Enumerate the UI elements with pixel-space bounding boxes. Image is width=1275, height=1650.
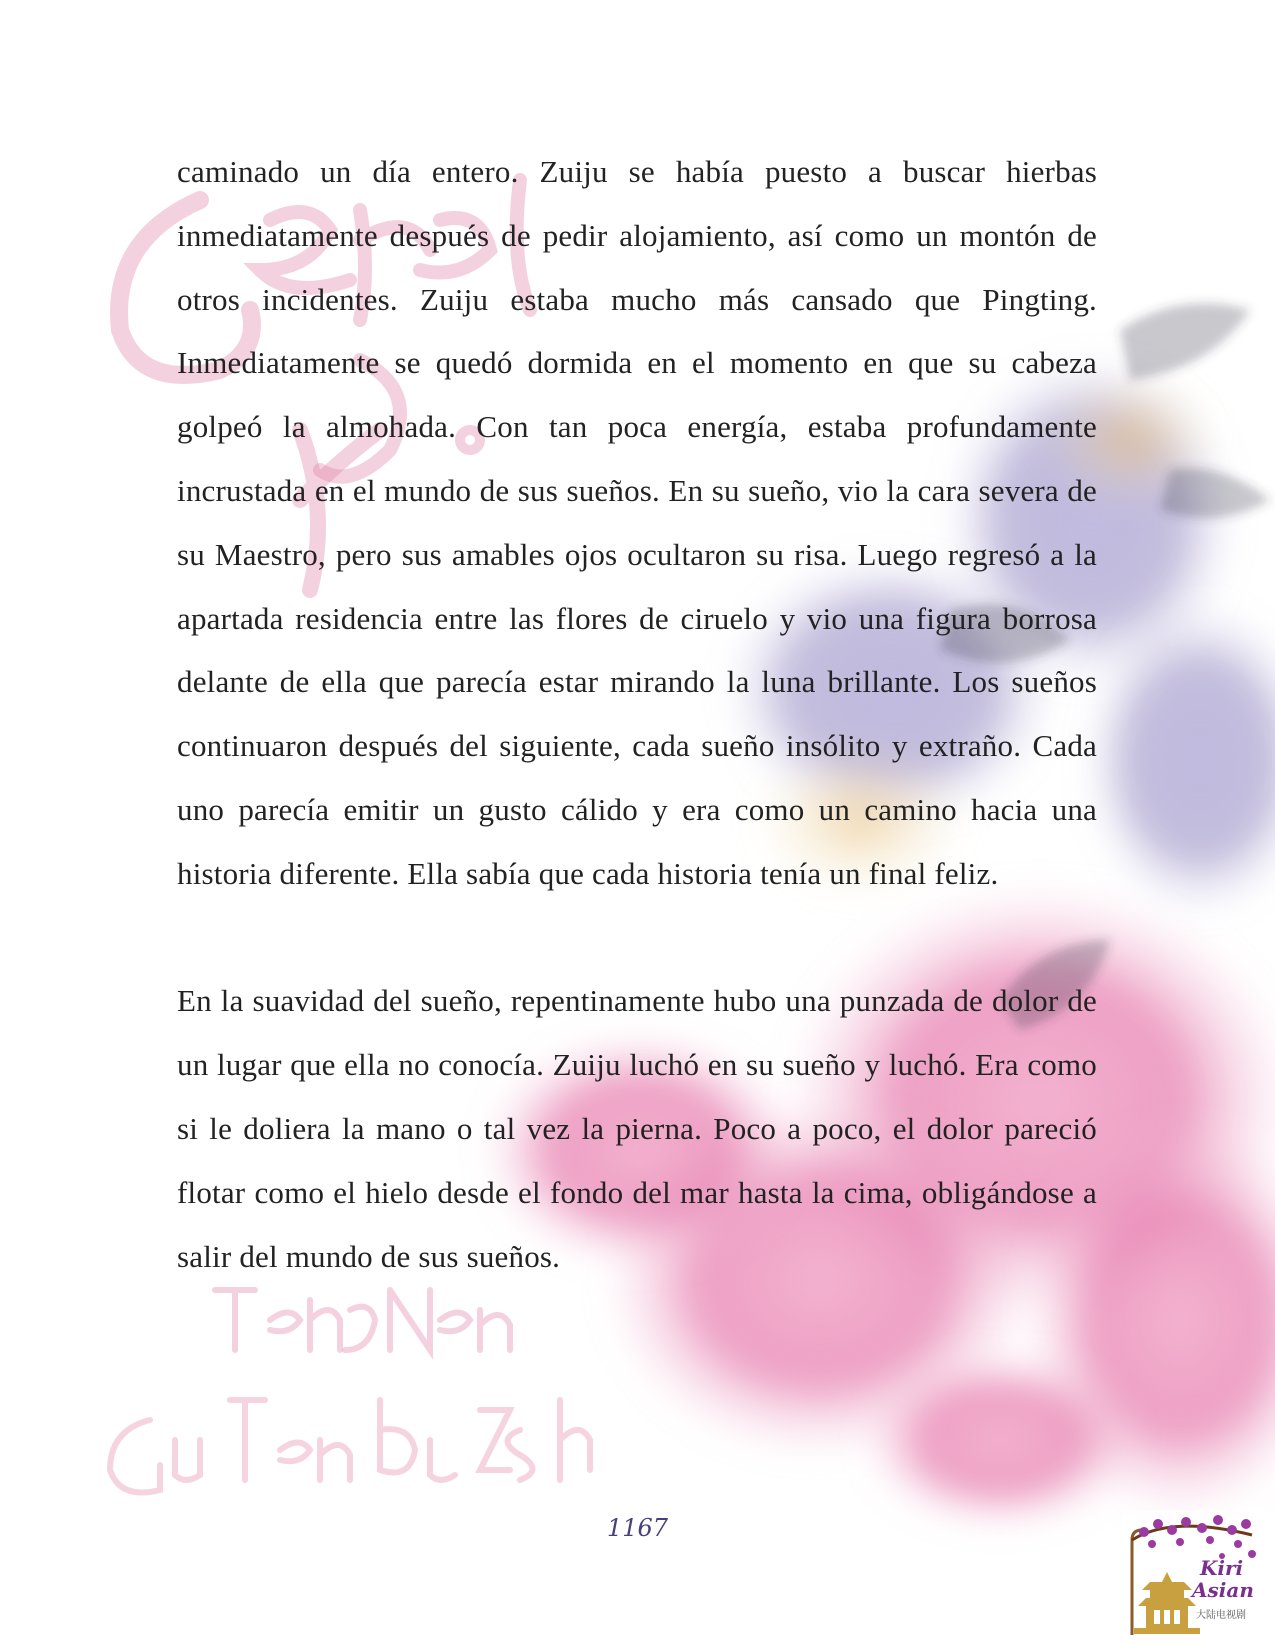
chapter-text	[177, 140, 1097, 1288]
logo-text-asian: Asian	[1192, 1578, 1254, 1602]
logo-text-chinese: 大陆电视剧	[1196, 1610, 1246, 1621]
page-number: 1167	[606, 1514, 669, 1542]
author-script-watermark	[215, 1290, 510, 1350]
paragraph-2: En la suavidad del sueño, repentinamente hubo una punzada de dolor de un lugar que ella no conocía. Zuiju luchó en su sueño y luchó. Era como si le doliera la mano o tal vez la pierna. Poco a poco, el dolor pareció flotar como el hielo desde el fondo del mar hasta la cima, obligándose a salir del mundo de sus sueños.	[177, 983, 1097, 1274]
kiri-asian-logo	[1122, 1510, 1262, 1640]
paragraph-1: caminado un día entero. Zuiju se había puesto a buscar hierbas inmediatamente después de pedir alojamiento, así como un montón de otros incidentes. Zuiju estaba mucho más cansado que Pingting. Inmediatamente se quedó dormida en el momento en que su cabeza golpeó la almohada. Con tan poca energía, estaba profundamente incrustada en el mundo de sus sueños. En su sueño, vio la cara severa de su Maestro, pero sus amables ojos ocultaron su risa. Luego regresó a la apartada residencia entre las flores de ciruelo y vio una figura borrosa delante de ella que parecía estar mirando la luna brillante. Los sueños continuaron después del siguiente, cada sueño insólito y extraño. Cada uno parecía emitir un gusto cálido y era como un camino hacia una historia diferente. Ella sabía que cada historia tenía un final feliz.	[177, 154, 1097, 891]
subtitle-script-watermark	[110, 1400, 590, 1493]
logo-text-kiri: Kiri	[1200, 1556, 1244, 1580]
